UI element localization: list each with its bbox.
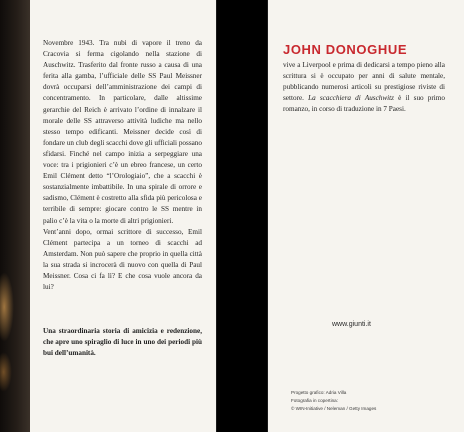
publisher-website: www.giunti.it: [332, 321, 371, 328]
bio-text: vive a Liverpool e prima di dedicarsi a tempo pieno alla scrittura si è occupato per anni di salute mentale, pubblicando numerosi articoli su prestigiose riviste di settore.: [283, 61, 445, 102]
credits: [291, 389, 451, 412]
synopsis: [43, 38, 202, 293]
light-glow: [0, 272, 14, 342]
synopsis-paragraph: Vent’anni dopo, ormai scrittore di successo, Emil Clément partecipa a un torneo di scacchi ad Amsterdam. Non può sapere che proprio in quella città la sua strada si incrocerà di nuovo con quella di Paul Meissner. Cosa ci fa lì? E che cosa vuole ancora da lui?: [43, 227, 202, 292]
book-title: La scacchiera di Auschwitz: [308, 94, 394, 102]
credit-line: © WIN-Initiative / Neleman / Getty Images: [291, 405, 377, 411]
synopsis-paragraph: Novembre 1943. Tra nubi di vapore il treno da Cracovia si ferma cigolando nella stazione di Auschwitz. Trasferito dal fronte russo a causa di una ferita alla gamba, l’ufficiale delle SS Paul Meissner dovrà occuparsi dell’amministrazione dei campi di concentramento. In particolare, dalle altissime gerarchie del Reich è arrivato l’ordine di innalzare il morale delle SS attraverso attività ludiche ma nello stesso tempo edificanti. Meissner decide così di fondare un club degli scacchi dove gli ufficiali possano sfidarsi. Finché nel campo inizia a serpeggiare una voce: tra i prigionieri c’è un ebreo francese, un certo Emil Clément detto “l’Orologiaio”, che a scacchi è sostanzialmente imbattibile. In una spirale di orrore e sadismo, Clément è costretto alla sfida più pericolosa e terribile di sempre: giocare contro le SS mentre in palio c’è la vita o la morte di altri prigionieri.: [43, 39, 202, 225]
book-spine: [216, 0, 268, 432]
credit-line: Fotografia in copertina:: [291, 397, 338, 403]
light-glow: [0, 352, 12, 392]
closing-tagline: Una straordinaria storia di amicizia e redenzione, che apre uno spiraglio di luce in uno dei periodi più bui dell’umanità.: [43, 327, 202, 358]
author-name: JOHN DONOGHUE: [283, 42, 408, 57]
spine-edge: [216, 0, 217, 432]
bio-text: è il suo primo romanzo, in corso di traduzione in 7 Paesi.: [283, 94, 445, 113]
author-bio: [283, 60, 445, 115]
credit-line: Progetto grafico: Adria Villa: [291, 390, 347, 395]
